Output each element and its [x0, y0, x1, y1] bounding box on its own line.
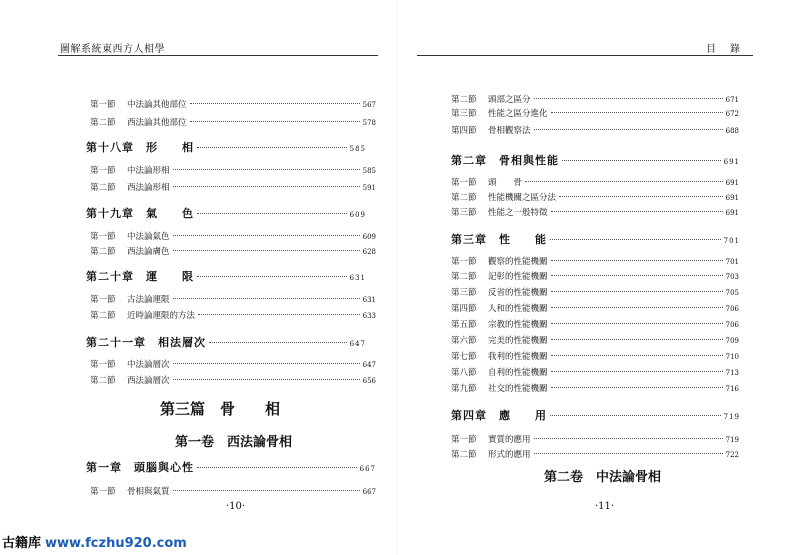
chapter-title: 第二十章 運 限	[86, 270, 194, 283]
page-ref: 691	[725, 179, 739, 187]
page-ref: 710	[725, 353, 739, 361]
toc-section-entry	[451, 93, 739, 105]
page-ref: 705	[725, 289, 739, 297]
dot-leader	[190, 121, 360, 122]
section-number: 第二節	[451, 193, 477, 203]
dot-leader	[559, 196, 723, 197]
toc-chapter-entry	[451, 407, 740, 423]
chapter-title: 第十九章 氣 色	[86, 207, 194, 220]
section-number: 第二節	[90, 118, 116, 128]
watermark-brand: 古籍库	[2, 536, 42, 551]
site-watermark	[2, 532, 187, 551]
toc-chapter-entry	[86, 139, 366, 155]
section-number: 第一節	[90, 487, 116, 497]
toc-section-entry	[90, 374, 376, 386]
section-title: 西法論形相	[127, 183, 170, 193]
toc-section-entry	[451, 107, 739, 119]
page-ref: 722	[725, 451, 739, 459]
dot-leader	[551, 112, 723, 113]
page-ref: 703	[725, 273, 739, 281]
dot-leader	[173, 169, 360, 170]
watermark-domain: www.fczhu920.com	[45, 536, 187, 551]
toc-section-entry	[451, 255, 739, 267]
page-ref: 647	[349, 340, 366, 348]
page-ref: 706	[725, 321, 739, 329]
toc-section-entry	[451, 124, 739, 136]
dot-leader	[551, 387, 723, 388]
section-title: 性能機關之區分法	[488, 193, 557, 203]
page-ref: 667	[362, 488, 376, 496]
section-number: 第二節	[90, 183, 116, 193]
volume-title: 第二卷 中法論骨相	[544, 470, 662, 485]
dot-leader	[173, 363, 360, 364]
page-ref: 609	[362, 233, 376, 241]
section-number: 第一節	[90, 295, 116, 305]
dot-leader	[173, 235, 360, 236]
page-ref: 591	[362, 184, 376, 192]
page-ref: 631	[349, 274, 366, 282]
section-title: 性能之區分進化	[488, 109, 548, 119]
page-ref: 716	[725, 385, 739, 393]
toc-section-entry	[451, 334, 739, 346]
dot-leader	[551, 275, 723, 276]
toc-section-entry	[451, 350, 739, 362]
section-title: 中法論氣色	[127, 232, 170, 242]
right-page	[397, 0, 793, 555]
dot-leader	[197, 276, 347, 277]
dot-leader	[209, 342, 347, 343]
section-number: 第一節	[451, 257, 477, 267]
toc-section-entry	[451, 176, 739, 188]
part-title: 第三篇 骨 相	[160, 400, 281, 418]
dot-leader	[173, 379, 360, 380]
dot-leader	[550, 415, 721, 416]
toc-section-entry	[451, 191, 739, 203]
page-ref: 567	[362, 101, 376, 109]
section-number: 第一節	[90, 166, 116, 176]
page-ref: 691	[725, 194, 739, 202]
toc-chapter-entry	[86, 459, 376, 475]
dot-leader	[551, 211, 723, 212]
dot-leader	[551, 339, 723, 340]
page-ref: 628	[362, 248, 376, 256]
toc-section-entry	[90, 485, 376, 497]
dot-leader	[197, 467, 357, 468]
toc-section-entry	[451, 433, 739, 445]
section-title: 我利的性能機關	[488, 352, 548, 362]
section-title: 中法論形相	[127, 166, 170, 176]
page-number: ·11·	[595, 501, 615, 512]
section-number: 第一節	[451, 435, 477, 445]
page-ref: 691	[725, 209, 739, 217]
section-title: 記彰的性能機關	[488, 272, 548, 282]
page-ref: 631	[362, 296, 376, 304]
toc-section-entry	[451, 206, 739, 218]
dot-leader	[173, 298, 360, 299]
section-number: 第一節	[90, 100, 116, 110]
chapter-title: 第十八章 形 相	[86, 141, 194, 154]
dot-leader	[173, 250, 360, 251]
section-title: 中法論層次	[127, 360, 170, 370]
section-title: 西法論其他部位	[127, 118, 187, 128]
page-ref: 585	[362, 167, 376, 175]
section-title: 完美的性能機關	[488, 336, 548, 346]
toc-section-entry	[90, 230, 376, 242]
page-ref: 719	[723, 413, 740, 421]
running-head: 圖解系統東西方人相學	[60, 44, 165, 55]
dot-leader	[551, 323, 723, 324]
section-title: 反省的性能機關	[488, 288, 548, 298]
chapter-title: 第三章 性 能	[451, 233, 547, 246]
section-title: 西法論膚色	[127, 247, 170, 257]
page-ref: 633	[362, 312, 376, 320]
page-ref: 713	[725, 369, 739, 377]
section-title: 形式的應用	[488, 450, 531, 460]
toc-section-entry	[90, 116, 376, 128]
toc-chapter-entry	[86, 334, 366, 350]
header-rule	[58, 55, 378, 56]
section-number: 第二節	[451, 95, 477, 105]
section-number: 第一節	[90, 232, 116, 242]
page-ref: 706	[725, 305, 739, 313]
toc-section-entry	[451, 448, 739, 460]
toc-chapter-entry	[451, 152, 740, 168]
dot-leader	[534, 129, 723, 130]
dot-leader	[562, 160, 721, 161]
toc-section-entry	[451, 286, 739, 298]
section-number: 第二節	[451, 450, 477, 460]
section-number: 第五節	[451, 320, 477, 330]
section-number: 第六節	[451, 336, 477, 346]
dot-leader	[534, 453, 723, 454]
section-title: 觀察的性能機關	[488, 257, 548, 267]
section-number: 第二節	[90, 311, 116, 321]
page-ref: 585	[349, 145, 366, 153]
page-number: ·10·	[226, 501, 246, 512]
toc-section-entry	[451, 382, 739, 394]
page-ref: 671	[725, 96, 739, 104]
dot-leader	[534, 98, 723, 99]
dot-leader	[198, 314, 360, 315]
section-title: 宗教的性能機關	[488, 320, 548, 330]
toc-section-entry	[90, 164, 376, 176]
toc-section-entry	[451, 270, 739, 282]
section-number: 第七節	[451, 352, 477, 362]
chapter-title: 第一章 頭腦與心性	[86, 461, 194, 474]
header-rule	[417, 55, 753, 56]
toc-chapter-entry	[86, 205, 366, 221]
dot-leader	[551, 307, 723, 308]
section-title: 古法論運限	[127, 295, 170, 305]
section-title: 中法論其他部位	[127, 100, 187, 110]
dot-leader	[551, 355, 723, 356]
section-number: 第八節	[451, 368, 477, 378]
section-title: 近時論運限的方法	[127, 311, 196, 321]
page-ref: 656	[362, 377, 376, 385]
dot-leader	[525, 181, 723, 182]
dot-leader	[551, 260, 723, 261]
page-ref: 709	[725, 337, 739, 345]
section-title: 西法論層次	[127, 376, 170, 386]
section-title: 人和的性能機關	[488, 304, 548, 314]
chapter-title: 第二十一章 相法層次	[86, 336, 206, 349]
section-title: 骨相觀察法	[488, 126, 531, 136]
page-ref: 691	[723, 158, 740, 166]
page-ref: 647	[362, 361, 376, 369]
section-title: 性能之一般特徵	[488, 208, 548, 218]
section-number: 第九節	[451, 384, 477, 394]
section-title: 頭部之區分	[488, 95, 531, 105]
dot-leader	[534, 438, 723, 439]
dot-leader	[550, 239, 721, 240]
chapter-title: 第二章 骨相與性能	[451, 154, 559, 167]
toc-section-entry	[90, 309, 376, 321]
page-ref: 609	[349, 211, 366, 219]
section-title: 骨相與氣質	[127, 487, 170, 497]
section-number: 第四節	[451, 304, 477, 314]
toc-section-entry	[451, 318, 739, 330]
page-ref: 701	[723, 237, 740, 245]
toc-section-entry	[90, 293, 376, 305]
toc-chapter-entry	[451, 231, 740, 247]
section-number: 第三節	[451, 109, 477, 119]
section-title: 社交的性能機關	[488, 384, 548, 394]
chapter-title: 第四章 應 用	[451, 409, 547, 422]
section-number: 第二節	[451, 272, 477, 282]
dot-leader	[197, 213, 347, 214]
toc-section-entry	[451, 302, 739, 314]
toc-section-entry	[90, 245, 376, 257]
toc-section-entry	[90, 98, 376, 110]
page-ref: 667	[359, 465, 376, 473]
section-title: 自利的性能機關	[488, 368, 548, 378]
section-title: 實質的應用	[488, 435, 531, 445]
dot-leader	[173, 490, 360, 491]
section-title: 頭 骨	[488, 178, 523, 188]
dot-leader	[551, 371, 723, 372]
dot-leader	[190, 103, 360, 104]
section-number: 第二節	[90, 376, 116, 386]
toc-section-entry	[90, 181, 376, 193]
dot-leader	[197, 147, 347, 148]
page-ref: 672	[725, 110, 739, 118]
section-number: 第三節	[451, 288, 477, 298]
section-number: 第一節	[90, 360, 116, 370]
page-ref: 719	[725, 436, 739, 444]
volume-title: 第一卷 西法論骨相	[175, 435, 293, 450]
section-number: 第一節	[451, 178, 477, 188]
dot-leader	[551, 291, 723, 292]
page-ref: 688	[725, 127, 739, 135]
section-number: 第二節	[90, 247, 116, 257]
dot-leader	[173, 186, 360, 187]
section-number: 第四節	[451, 126, 477, 136]
toc-chapter-entry	[86, 268, 366, 284]
running-head: 目錄	[706, 44, 754, 55]
toc-section-entry	[451, 366, 739, 378]
section-number: 第三節	[451, 208, 477, 218]
page-ref: 578	[362, 119, 376, 127]
page-ref: 701	[725, 258, 739, 266]
toc-section-entry	[90, 358, 376, 370]
